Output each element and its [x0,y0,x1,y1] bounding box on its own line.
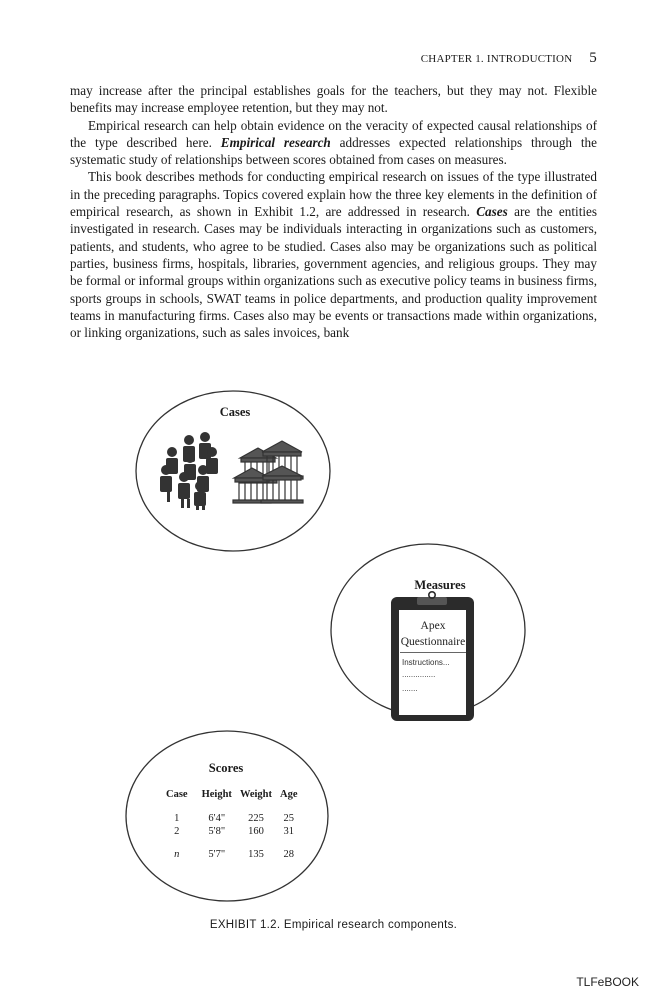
measures-label: Measures [414,578,466,592]
col-height: Height [201,789,232,800]
scores-table-header [162,787,302,802]
cases-label: Cases [219,405,251,419]
table-row: n 5'7" 135 28 [174,849,295,860]
questionnaire-title: Apex Questionnaire [400,620,466,648]
chapter-title: CHAPTER 1. INTRODUCTION [420,53,573,65]
paragraph-1: may increase after the principal establishes goals for the teachers, but they may not. Flexible benefits may increase employee retention, but they may not. [70,83,597,116]
watermark: TLFeBOOK [576,975,639,989]
table-row: 1 6'4" 225 25 [174,813,295,824]
questionnaire-line-1: ............... [402,670,436,679]
scores-table [162,787,302,861]
term-cases: Cases [476,204,508,220]
questionnaire-line-2: ....... [402,684,418,693]
paragraph-2: Empirical research can help obtain evidence on the veracity of expected causal relationships of the type described here. Empirical research addresses expected relationships through the systematic study of relationships between scores obtained from cases on measures. [70,117,597,168]
clipboard-icon [391,592,474,721]
scores-label: Scores [208,761,244,775]
table-row: 2 5'8" 160 31 [174,826,295,837]
figure-caption: EXHIBIT 1.2. Empirical research components. [209,919,458,931]
questionnaire-instructions: Instructions... [402,658,450,667]
page-number: 5 [589,50,597,66]
questionnaire-divider [400,652,466,653]
people-group-icon [160,432,218,510]
building-group-icon [233,441,303,503]
term-empirical-research: Empirical research [220,134,331,150]
col-weight: Weight [239,789,273,800]
col-age: Age [280,789,298,800]
paragraph-3: This book describes methods for conducting empirical research on issues of the type illustrated in the preceding paragraphs. Topics covered explain how the three key elements in the definition of empirical research, as shown in Exhibit 1.2, are addressed in research. Cases are the entities investigated in research. Cases may be individuals interacting in organizations such as customers, patients, and students, who agree to be studied. Cases also may be organizations such as political parties, business firms, hospitals, libraries, government agencies, and religious groups. They may be formal or informal groups within organizations such as executive policy teams in business firms, sports groups in schools, SWAT teams in police departments, and production quality improvement teams in manufacturing firms. Cases also may be events or transactions made within organizations, or linking organizations, such as sales invoices, bank [70,169,598,341]
col-case: Case [166,789,188,800]
